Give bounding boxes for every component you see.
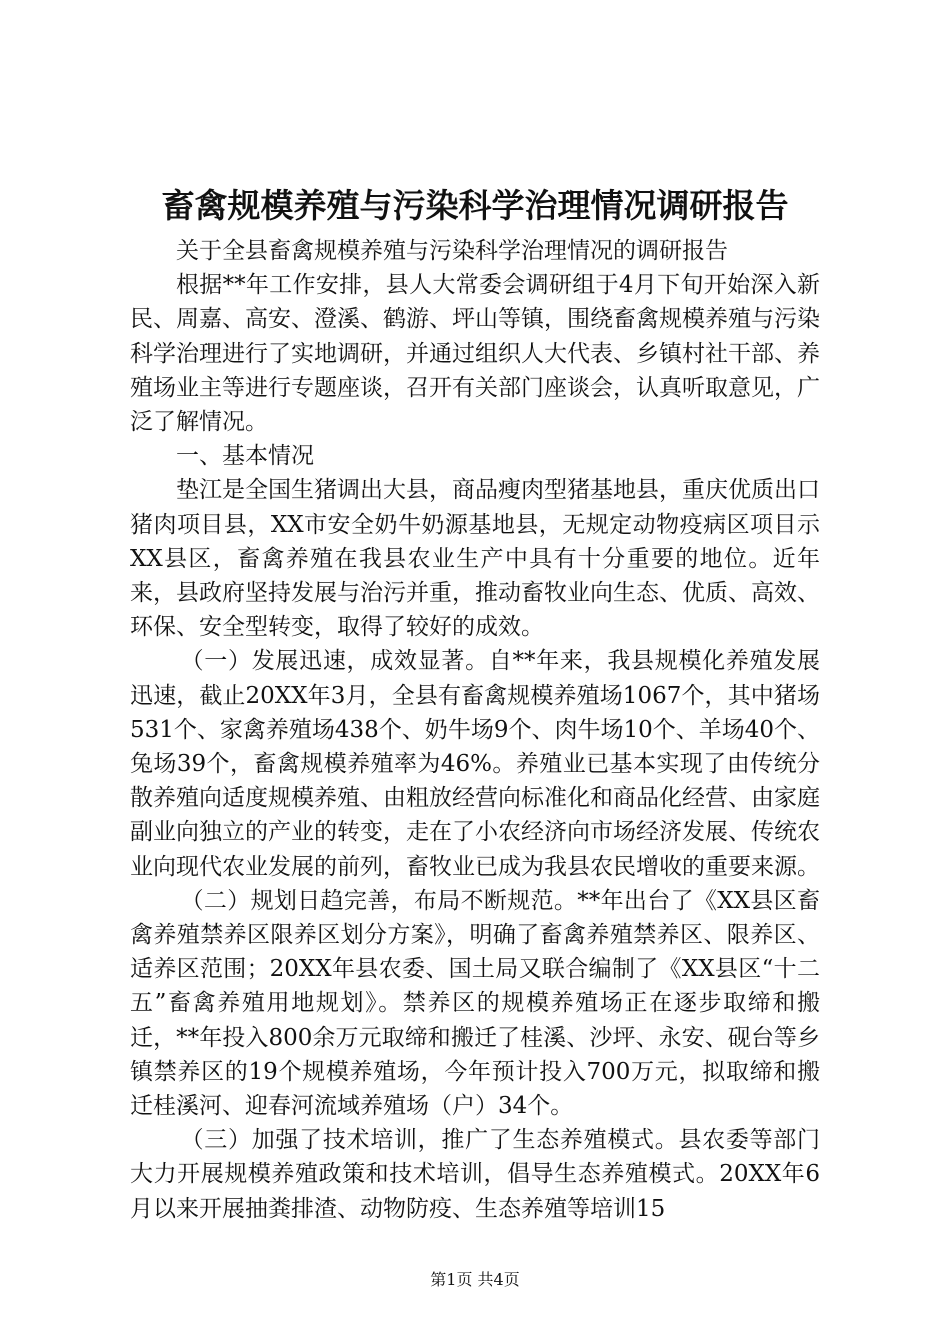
paragraph-point-1: （一）发展迅速，成效显著。自**年来，我县规模化养殖发展迅速，截止20XX年3月，全县有畜禽规模养殖场1067个，其中猪场531个、家禽养殖场438个、奶牛场9个、肉牛场10个、羊场40个、兔场39个，畜禽规模养殖率为46%。养殖业已基本实现了由传统分散养殖向适度规模养殖、由粗放经营向标准化和商品化经营、由家庭副业向独立的产业的转变，走在了小农经济向市场经济发展、传统农业向现代农业发展的前列，畜牧业已成为我县农民增收的重要来源。 xyxy=(130,648,820,880)
paragraph-point-2: （二）规划日趋完善，布局不断规范。**年出台了《XX县区畜禽养殖禁养区限养区划分方案》，明确了畜禽养殖禁养区、限养区、适养区范围；20XX年县农委、国土局又联合编制了《XX县区“十二五”畜禽养殖用地规划》。禁养区的规模养殖场正在逐步取缔和搬迁，**年投入800余万元取缔和搬迁了桂溪、沙坪、永安、砚台等乡镇禁养区的19个规模养殖场，今年预计投入700万元，拟取缔和搬迁桂溪河、迎春河流域养殖场（户）34个。 xyxy=(130,887,820,1120)
paragraph-intro: 根据**年工作安排，县人大常委会调研组于4月下旬开始深入新民、周嘉、高安、澄溪、鹤游、坪山等镇，围绕畜禽规模养殖与污染科学治理进行了实地调研，并通过组织人大代表、乡镇村社干部、养殖场业主等进行专题座谈，召开有关部门座谈会，认真听取意见，广泛了解情况。 xyxy=(130,272,820,436)
section-heading-basic: 一、基本情况 xyxy=(176,443,314,470)
page-footer: 第1页 共4页 xyxy=(430,1270,520,1289)
paragraph-overview: 垫江是全国生猪调出大县，商品瘦肉型猪基地县，重庆优质出口猪肉项目县，XX市安全奶牛奶源基地县，无规定动物疫病区项目示XX县区，畜禽养殖在我县农业生产中具有十分重要的地位。近年来，县政府坚持发展与治污并重，推动畜牧业向生态、优质、高效、环保、安全型转变，取得了较好的成效。 xyxy=(130,477,820,641)
document-body xyxy=(130,234,820,1226)
document-title: 畜禽规模养殖与污染科学治理情况调研报告 xyxy=(161,186,789,225)
paragraph-point-3: （三）加强了技术培训，推广了生态养殖模式。县农委等部门大力开展规模养殖政策和技术培训，倡导生态养殖模式。20XX年6月以来开展抽粪排渣、动物防疫、生态养殖等培训15 xyxy=(130,1127,820,1222)
paragraph-subtitle: 关于全县畜禽规模养殖与污染科学治理情况的调研报告 xyxy=(176,238,728,264)
